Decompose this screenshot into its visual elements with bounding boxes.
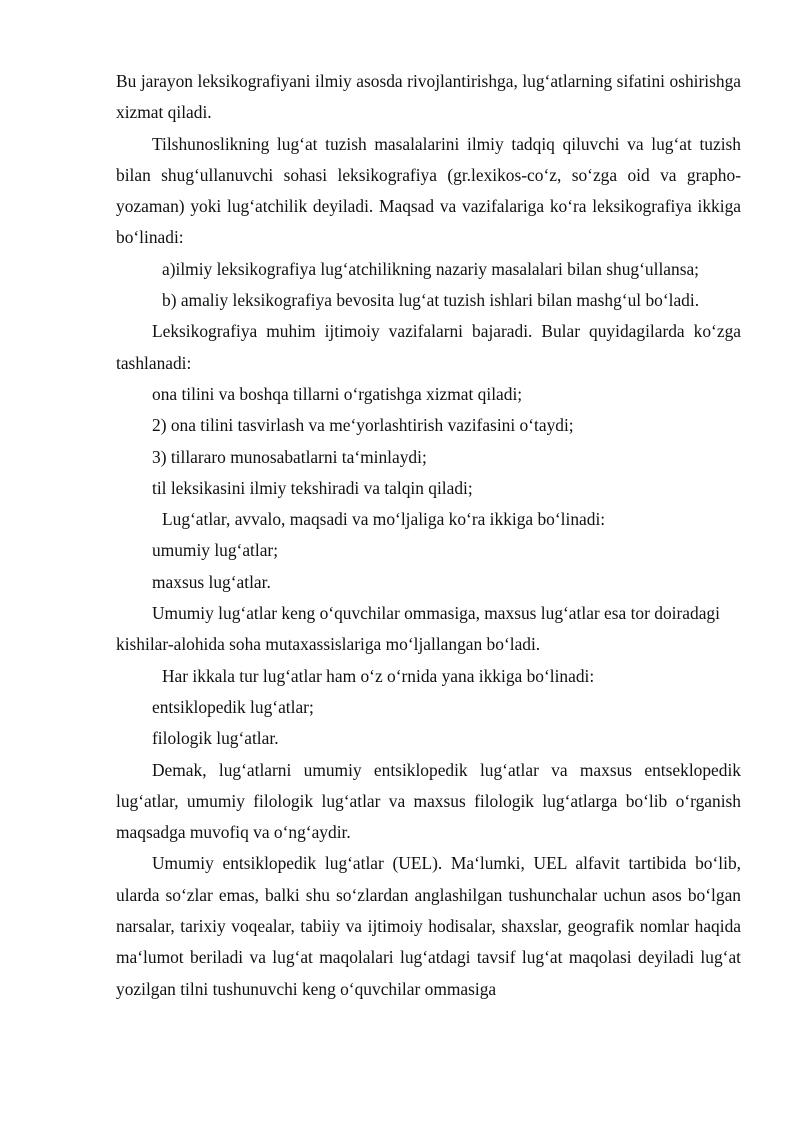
paragraph-intro: Bu jarayon leksikografiyani ilmiy asosda rivojlantirishga, lug‘atlarning sifatini oshirishga xizmat qiladi. [116,71,741,123]
paragraph-dictionary-types: Lug‘atlar, avvalo, maqsadi va mo‘ljaliga ko‘ra ikkiga bo‘linadi: [162,509,606,530]
paragraph-audience: Umumiy lug‘atlar keng o‘quvchilar ommasiga, maxsus lug‘atlar esa tor doiradagi kishilar-alohida soha mutaxassislariga mo‘ljallangan bo‘ladi. [116,603,720,655]
document-body [116,66,741,1005]
list-item-function-1: ona tilini va boshqa tillarni o‘rgatishga xizmat qiladi; [152,383,523,404]
list-item-general-dictionaries: umumiy lug‘atlar; [152,540,279,561]
list-item-function-2: 2) ona tilini tasvirlash va me‘yorlashtirish vazifasini o‘taydi; [152,415,574,436]
list-item-function-3: 3) tillararo munosabatlarni ta‘minlaydi; [152,446,427,467]
list-item-practical-lexicography: b) amaliy leksikografiya bevosita lug‘at tuzish ishlari bilan mashg‘ul bo‘ladi. [162,290,700,311]
paragraph-conclusion: Demak, lug‘atlarni umumiy entsiklopedik lug‘atlar va maxsus entseklopedik lug‘atlar, umumiy filologik lug‘atlar va maxsus filologik lug‘atlarga bo‘lib o‘rganish maqsadga muvofiq va o‘ng‘aydir. [116,759,741,843]
paragraph-both-types: Har ikkala tur lug‘atlar ham o‘z o‘rnida yana ikkiga bo‘linadi: [162,665,595,686]
list-item-encyclopedic: entsiklopedik lug‘atlar; [152,696,314,717]
list-item-philological: filologik lug‘atlar. [152,728,279,749]
list-item-function-4: til leksikasini ilmiy tekshiradi va talqin qiladi; [152,477,473,498]
list-item-special-dictionaries: maxsus lug‘atlar. [152,571,271,592]
list-item-scientific-lexicography: a)ilmiy leksikografiya lug‘atchilikning nazariy masalalari bilan shug‘ullansa; [162,258,700,279]
paragraph-social-functions: Leksikografiya muhim ijtimoiy vazifalarni bajaradi. Bular quyidagilarda ko‘zga tashlanadi: [116,321,741,373]
paragraph-uel: Umumiy entsiklopedik lug‘atlar (UEL). Ma‘lumki, UEL alfavit tartibida bo‘lib, ularda so‘zlar emas, balki shu so‘zlardan anglashilgan tushunchalar uchun asos bo‘lgan narsalar, tarixiy voqealar, tabiiy va ijtimoiy hodisalar, shaxslar, geografik nomlar haqida ma‘lumot beriladi va lug‘at maqolalari lug‘atdagi tavsif lug‘at maqolasi deyiladi lug‘at yozilgan tilni tushunuvchi keng o‘quvchilar ommasiga [116,853,741,999]
paragraph-lexicography-definition: Tilshunoslikning lug‘at tuzish masalalarini ilmiy tadqiq qiluvchi va lug‘at tuzish bilan shug‘ullanuvchi sohasi leksikografiya (gr.lexikos-co‘z, so‘zga oid va grapho-yozaman) yoki lug‘atchilik deyiladi. Maqsad va vazifalariga ko‘ra leksikografiya ikkiga bo‘linadi: [116,133,741,248]
